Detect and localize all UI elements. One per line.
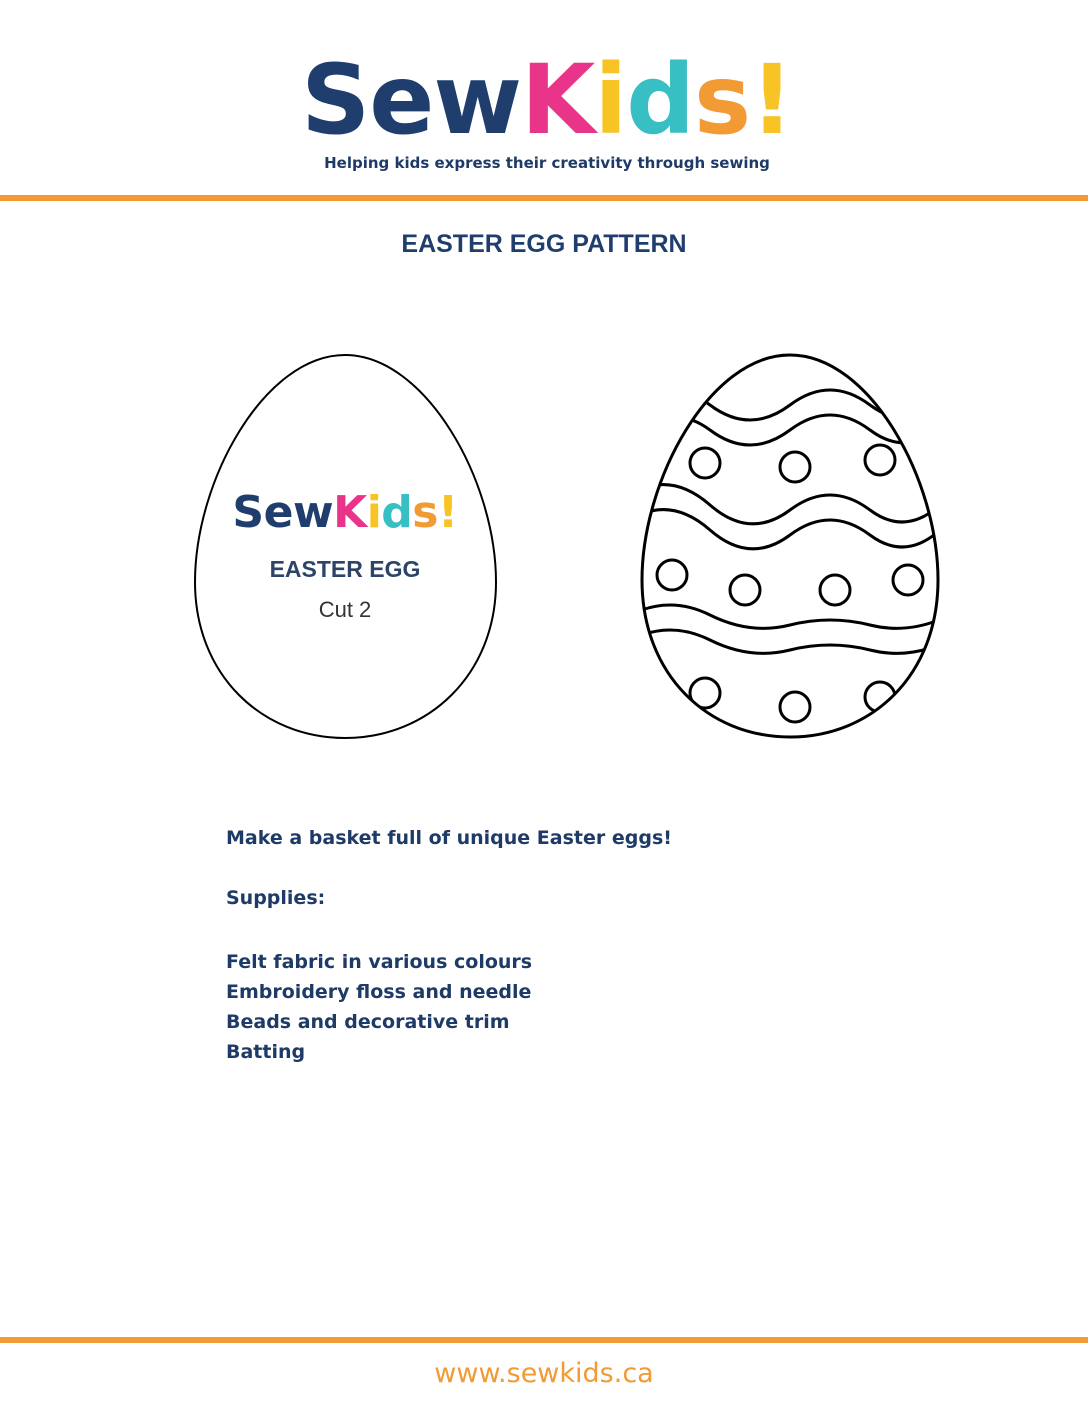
mini-logo-s: s: [412, 487, 438, 538]
logo-segment-d: d: [626, 44, 695, 156]
intro-text: Make a basket full of unique Easter eggs!: [226, 827, 672, 849]
pattern-piece-instruction: Cut 2: [318, 597, 372, 622]
logo-segment-k: K: [521, 44, 595, 156]
mini-logo-sew: Sew: [232, 487, 334, 538]
supply-item: Felt fabric in various colours: [226, 951, 533, 973]
egg-outline-icon: [190, 350, 500, 745]
mini-logo-exclaim: !: [438, 487, 458, 538]
pattern-piece-logo: [190, 488, 500, 538]
logo-segment-exclaim: !: [750, 44, 793, 156]
supplies-list: [226, 947, 532, 1067]
footer-divider: [0, 1337, 1088, 1343]
supply-item: Beads and decorative trim: [226, 1011, 510, 1033]
header-divider: [0, 195, 1088, 201]
logo-tagline: Helping kids express their creativity through sewing: [324, 154, 770, 172]
supply-item: Embroidery floss and needle: [226, 981, 532, 1003]
logo-wordmark: [282, 44, 812, 156]
mini-logo-i: i: [366, 487, 382, 538]
mini-logo-d: d: [381, 487, 413, 538]
pattern-piece-name: EASTER EGG: [269, 556, 421, 582]
pattern-piece-outline: [190, 350, 500, 745]
supply-item: Batting: [226, 1041, 306, 1063]
supplies-heading: Supplies:: [226, 887, 326, 909]
page-title: EASTER EGG PATTERN: [401, 230, 687, 258]
logo-segment-sew: Sew: [301, 44, 521, 156]
decorated-easter-egg-icon: [630, 345, 950, 749]
mini-logo-k: K: [333, 487, 367, 538]
footer-website-link[interactable]: www.sewkids.ca: [434, 1358, 654, 1389]
logo-segment-i: i: [594, 44, 627, 156]
sewkids-logo: [282, 44, 812, 172]
logo-segment-s: s: [694, 44, 751, 156]
